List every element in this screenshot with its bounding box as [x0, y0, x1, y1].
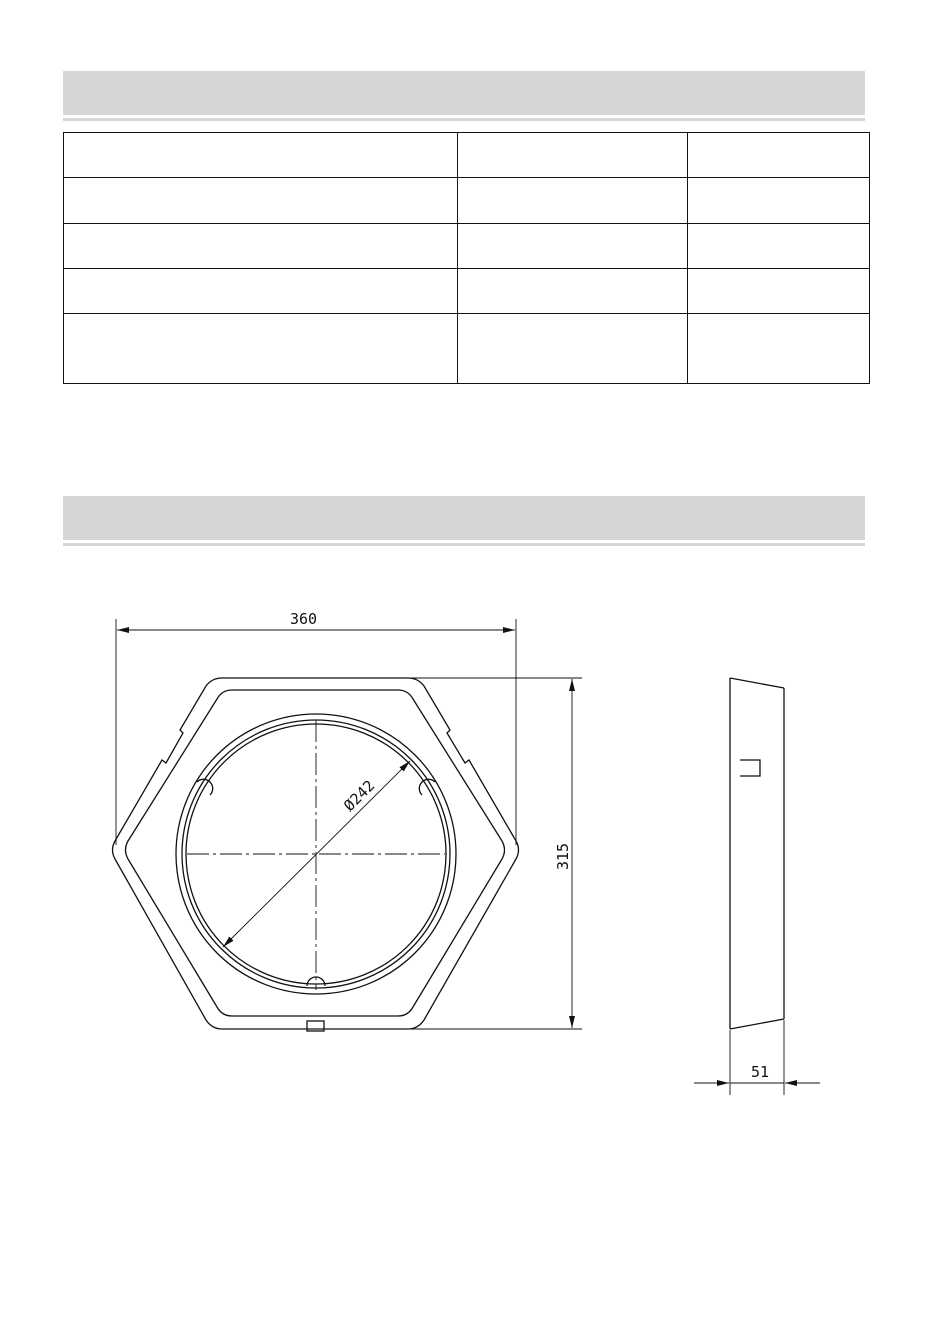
side-view-bottom-taper [730, 1019, 784, 1029]
side-view-latch [740, 760, 760, 776]
side-view-top-taper [730, 678, 784, 688]
depth-dimension-label: 51 [751, 1063, 770, 1081]
hexagon-outer-outline [113, 678, 519, 1029]
diameter-dimension-line [223, 761, 410, 947]
width-dimension-label: 360 [290, 610, 318, 628]
height-dimension-label: 315 [554, 842, 572, 870]
diameter-dimension-label: Ø242 [340, 776, 379, 815]
